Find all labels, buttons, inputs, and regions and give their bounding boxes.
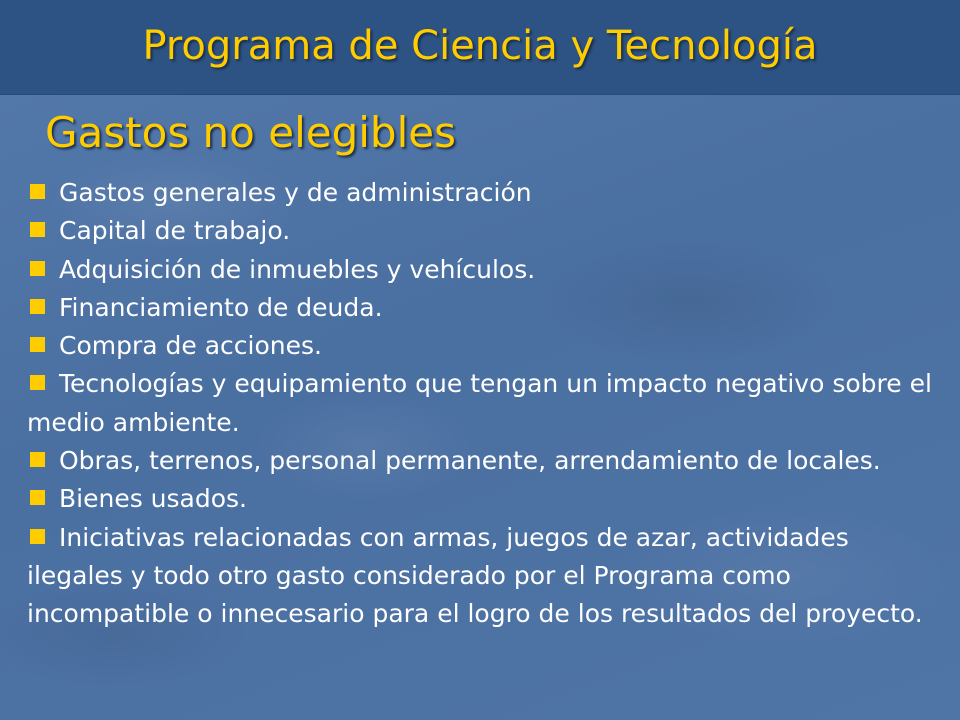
slide-title: Programa de Ciencia y Tecnología [142, 23, 818, 69]
bullet-text: Financiamiento de deuda. [59, 292, 383, 322]
square-bullet-icon [30, 529, 45, 544]
bullet-item [27, 212, 932, 250]
bullet-text: Compra de acciones. [59, 331, 322, 361]
square-bullet-icon [30, 337, 45, 352]
square-bullet-icon [30, 222, 45, 237]
square-bullet-icon [30, 490, 45, 505]
bullet-item [27, 327, 932, 365]
square-bullet-icon [30, 261, 45, 276]
square-bullet-icon [30, 452, 45, 467]
bullet-item [27, 442, 932, 480]
square-bullet-icon [30, 184, 45, 199]
title-bar [0, 0, 960, 95]
bullet-item [27, 174, 932, 212]
bullet-list [27, 174, 932, 634]
slide-subtitle: Gastos no elegibles [45, 108, 456, 157]
square-bullet-icon [30, 375, 45, 390]
bullet-text: Tecnologías y equipamiento que tengan un impacto negativo sobre el medio ambiente. [27, 369, 932, 437]
bullet-item [27, 519, 932, 634]
bullet-item [27, 251, 932, 289]
bullet-text: Obras, terrenos, personal permanente, arrendamiento de locales. [59, 446, 881, 476]
bullet-text: Iniciativas relacionadas con armas, juegos de azar, actividades ilegales y todo otro gasto considerado por el Programa como incompatible o innecesario para el logro de los resultados del proyecto. [27, 522, 923, 629]
bullet-item [27, 365, 932, 442]
bullet-item [27, 289, 932, 327]
square-bullet-icon [30, 299, 45, 314]
bullet-item [27, 480, 932, 518]
bullet-text: Capital de trabajo. [59, 216, 291, 246]
bullet-text: Adquisición de inmuebles y vehículos. [59, 254, 536, 284]
bullet-text: Gastos generales y de administración [59, 178, 532, 207]
bullet-text: Bienes usados. [59, 484, 248, 514]
